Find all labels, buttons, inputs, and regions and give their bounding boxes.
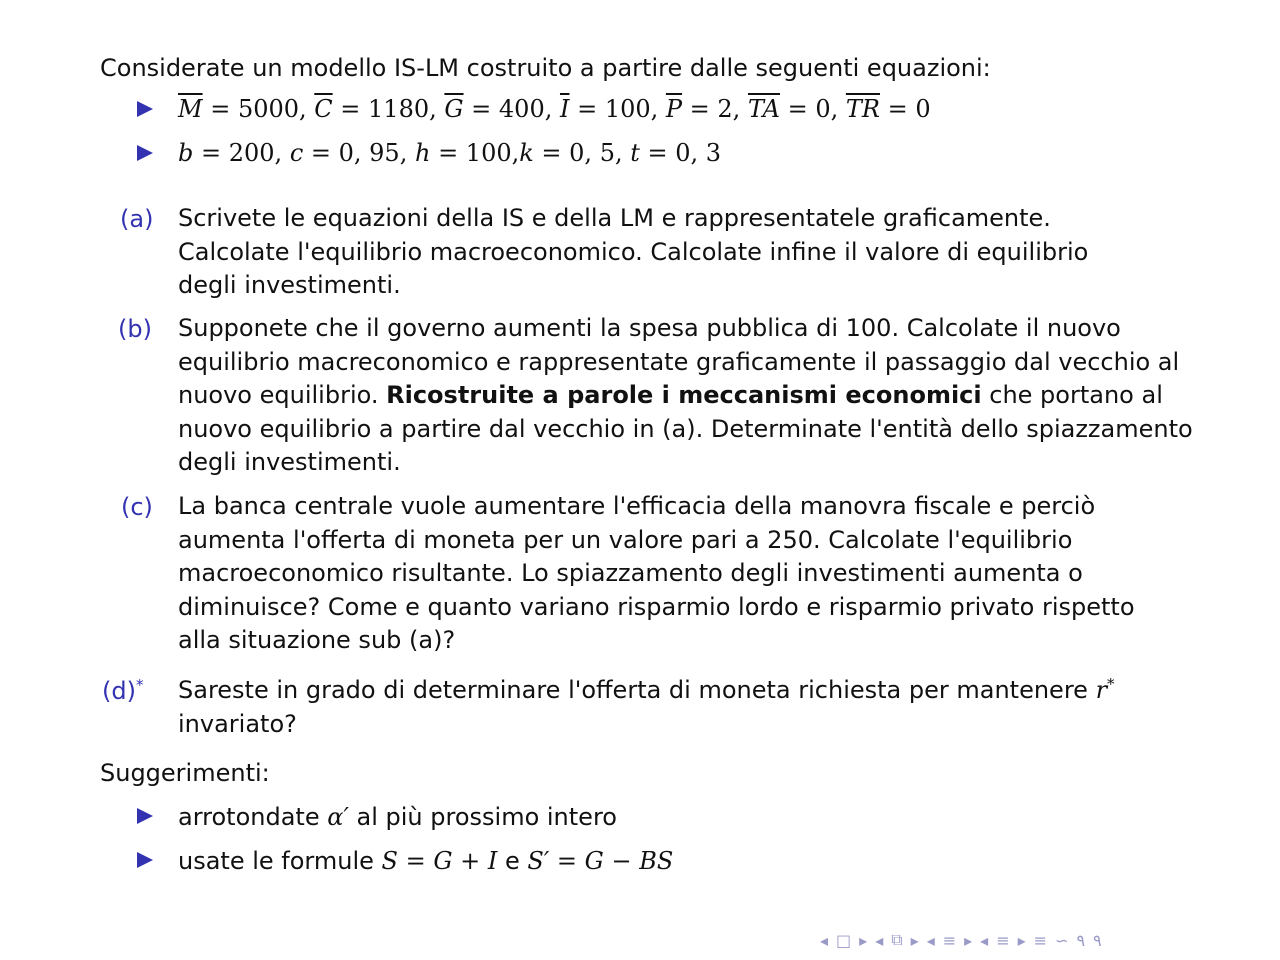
hint-2-before: usate le formule bbox=[178, 847, 382, 875]
i-value: = 100, bbox=[569, 95, 666, 123]
item-b-text-bold: Ricostruite a parole i meccanismi economici bbox=[386, 381, 982, 409]
item-label-a: (a) bbox=[120, 205, 154, 233]
item-label-b: (b) bbox=[118, 315, 152, 343]
bullet-marker-icon bbox=[137, 145, 153, 161]
nav-doc-icon[interactable]: ≡ bbox=[996, 930, 1010, 950]
c-param-value: = 0, 95, bbox=[303, 139, 415, 167]
nav-frame-icon[interactable]: □ bbox=[836, 930, 852, 950]
tr-symbol: $\overline{TR}$ bbox=[845, 95, 880, 123]
equation-line-2 bbox=[178, 138, 721, 168]
b-symbol: b bbox=[178, 139, 194, 167]
c-symbol: $\overline{C}$ bbox=[314, 95, 333, 123]
item-d-math-sup: * bbox=[1107, 675, 1115, 693]
p-value: = 2, bbox=[682, 95, 748, 123]
t-value: = 0, 3 bbox=[639, 139, 722, 167]
ta-value: = 0, bbox=[779, 95, 846, 123]
hint-2 bbox=[178, 846, 673, 876]
m-value: = 5000, bbox=[202, 95, 315, 123]
hint-2-math-1: S = G + I bbox=[381, 847, 498, 875]
g-symbol: $\overline{G}$ bbox=[444, 95, 464, 123]
p-symbol: $\overline{P}$ bbox=[665, 95, 683, 123]
nav-section-icon[interactable]: ≡ bbox=[942, 930, 957, 950]
item-d-math: r bbox=[1095, 676, 1108, 704]
item-label-d-sup: * bbox=[135, 676, 144, 694]
nav-section-prev-icon[interactable]: ◂ bbox=[926, 930, 935, 950]
hint-1-math: α′ bbox=[327, 803, 349, 831]
item-b-text-before: Supponete che il governo aumenti la spesa pubblica di 100. Calcolate il nuovo equilibrio macreconomico e rappresentate graficamente il passaggio dal vecchio al nuovo equilibrio. bbox=[178, 314, 1180, 409]
equation-line-1 bbox=[178, 94, 931, 124]
item-text-b bbox=[178, 312, 1198, 480]
hint-1-after: al più prossimo intero bbox=[348, 803, 617, 831]
intro-text: Considerate un modello IS-LM costruito a partire dalle seguenti equazioni: bbox=[100, 54, 991, 82]
k-value: = 0, 5, bbox=[533, 139, 631, 167]
nav-search-icon[interactable]: ۹ bbox=[1093, 930, 1102, 950]
navigation-bar bbox=[820, 928, 1102, 952]
nav-subsection-prev-icon[interactable]: ◂ bbox=[875, 930, 884, 950]
g-value: = 400, bbox=[463, 95, 560, 123]
nav-outline-icon[interactable]: ≡ bbox=[1033, 930, 1048, 950]
item-text-d bbox=[178, 668, 1168, 741]
item-text-c: La banca centrale vuole aumentare l'efficacia della manovra fiscale e perciò aumenta l'offerta di moneta per un valore pari a 250. Calcolate l'equilibrio macroeconomico risultante. Lo spiazzamento degli investimenti aumenta o diminuisce? Come e quanto variano risparmio lordo e risparmio privato rispetto alla situazione sub (a)? bbox=[178, 492, 1135, 654]
nav-frame-prev-icon[interactable]: ◂ bbox=[820, 930, 829, 950]
nav-back-icon[interactable]: ∽ bbox=[1055, 930, 1069, 950]
c-param-symbol: c bbox=[289, 139, 304, 167]
bullet-marker-icon bbox=[137, 808, 153, 824]
h-value: = 100, bbox=[430, 139, 520, 167]
h-symbol: h bbox=[414, 139, 431, 167]
item-text-a: Scrivete le equazioni della IS e della LM e rappresentatele graficamente. Calcolate l'equilibrio macroeconomico. Calcolate infine il valore di equilibrio degli investimenti. bbox=[178, 204, 1089, 299]
hint-1-before: arrotondate bbox=[178, 803, 328, 831]
item-d-text-after: invariato? bbox=[178, 709, 297, 738]
hint-2-mid: e bbox=[497, 847, 528, 875]
tr-value: = 0 bbox=[879, 95, 931, 123]
nav-search-icon[interactable]: ۹ bbox=[1076, 930, 1086, 950]
nav-subsection-next-icon[interactable]: ▸ bbox=[910, 930, 919, 950]
nav-frame-next-icon[interactable]: ▸ bbox=[859, 930, 868, 950]
nav-doc-prev-icon[interactable]: ◂ bbox=[980, 930, 989, 950]
t-symbol: t bbox=[630, 139, 640, 167]
i-symbol: $\overline{I}$ bbox=[559, 95, 570, 123]
item-label-c: (c) bbox=[121, 493, 153, 521]
b-value: = 200, bbox=[193, 139, 290, 167]
bullet-marker-icon bbox=[137, 852, 153, 868]
item-label-d-text: (d) bbox=[102, 677, 136, 705]
item-label-d bbox=[102, 670, 143, 706]
item-d-text-before: Sareste in grado di determinare l'offerta di moneta richiesta per mantenere bbox=[178, 676, 1096, 704]
bullet-marker-icon bbox=[137, 101, 153, 117]
k-symbol: k bbox=[519, 139, 534, 167]
ta-symbol: $\overline{TA}$ bbox=[747, 95, 780, 123]
hint-1 bbox=[178, 802, 617, 832]
c-value: = 1180, bbox=[332, 95, 445, 123]
nav-doc-next-icon[interactable]: ▸ bbox=[1017, 930, 1026, 950]
nav-section-next-icon[interactable]: ▸ bbox=[964, 930, 973, 950]
m-symbol: $\overline{M}$ bbox=[178, 95, 203, 123]
item-b-text-after: che portano al nuovo equilibrio a partire dal vecchio in (a). Determinate l'entità dello spiazzamento degli investimenti. bbox=[178, 381, 1193, 476]
hint-2-math-2: S′ = G − BS bbox=[527, 847, 674, 875]
nav-subsection-icon[interactable]: ⧉ bbox=[891, 930, 903, 949]
hints-title: Suggerimenti: bbox=[100, 759, 270, 787]
